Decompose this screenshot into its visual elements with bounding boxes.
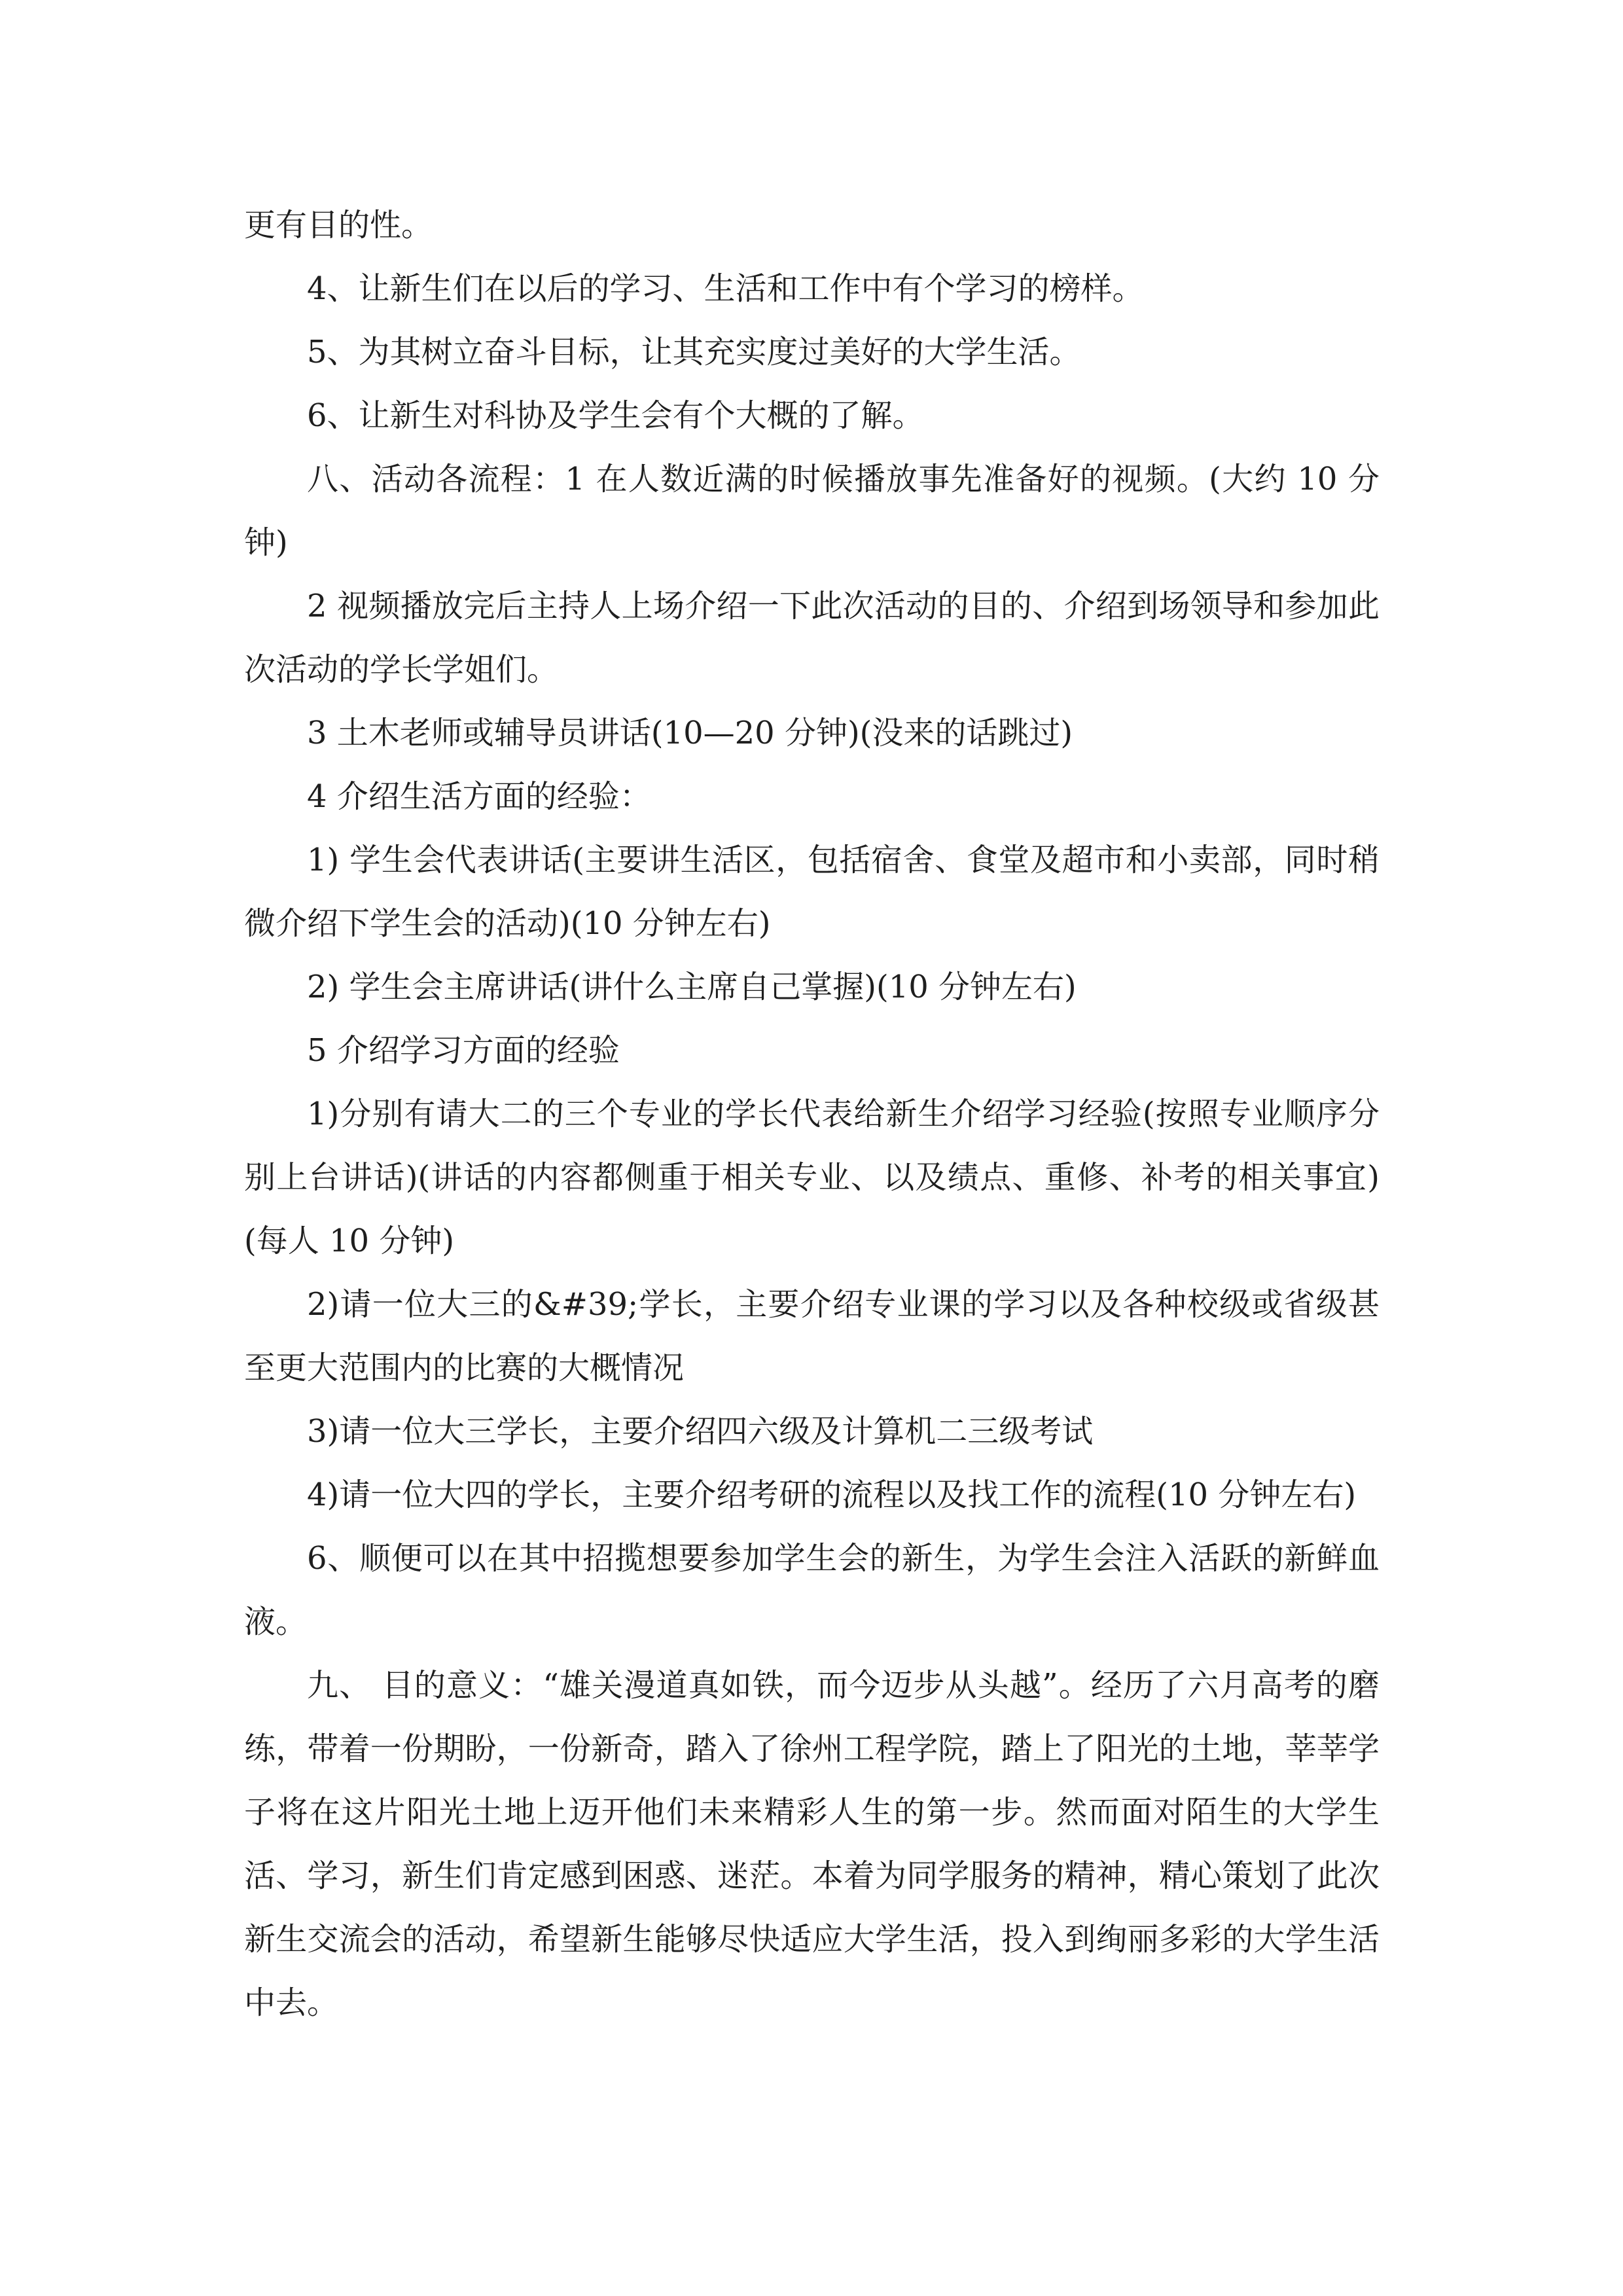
paragraph-7: 3 土木老师或辅导员讲话(10—20 分钟)(没来的话跳过) [307, 715, 1073, 751]
paragraph-13: 2)请一位大三的&#39;学长，主要介绍专业课的学习以及各种校级或省级甚至更大范围内的比赛的大概情况 [244, 1286, 1380, 1386]
paragraph-14: 3)请一位大三学长，主要介绍四六级及计算机二三级考试 [307, 1413, 1094, 1450]
paragraph-4: 6、让新生对科协及学生会有个大概的了解。 [307, 397, 924, 434]
paragraph-15: 4)请一位大四的学长，主要介绍考研的流程以及找工作的流程(10 分钟左右) [307, 1477, 1357, 1513]
paragraph-11: 5 介绍学习方面的经验 [307, 1032, 620, 1069]
paragraph-1: 更有目的性。 [244, 207, 433, 243]
paragraph-3: 5、为其树立奋斗目标，让其充实度过美好的大学生活。 [307, 334, 1081, 370]
paragraph-17: 九、 目的意义：“雄关漫道真如铁，而今迈步从头越”。经历了六月高考的磨练，带着一份期盼，一份新奇，踏入了徐州工程学院，踏上了阳光的土地，莘莘学子将在这片阳光土地上迈开他们未来精彩人生的第一步。然而面对陌生的大学生活、学习，新生们肯定感到困惑、迷茫。本着为同学服务的精神，精心策划了此次新生交流会的活动，希望新生能够尽快适应大学生活，投入到绚丽多彩的大学生活中去。 [244, 1667, 1380, 2021]
document-body [244, 194, 1380, 2035]
paragraph-8: 4 介绍生活方面的经验： [307, 778, 651, 815]
paragraph-5: 八、活动各流程：1 在人数近满的时候播放事先准备好的视频。(大约 10 分钟) [244, 461, 1380, 561]
paragraph-2: 4、让新生们在以后的学习、生活和工作中有个学习的榜样。 [307, 270, 1144, 307]
paragraph-6: 2 视频播放完后主持人上场介绍一下此次活动的目的、介绍到场领导和参加此次活动的学长学姐们。 [244, 588, 1380, 688]
paragraph-12: 1)分别有请大二的三个专业的学长代表给新生介绍学习经验(按照专业顺序分别上台讲话)(讲话的内容都侧重于相关专业、以及绩点、重修、补考的相关事宜)(每人 10 分钟) [244, 1096, 1380, 1259]
paragraph-16: 6、顺便可以在其中招揽想要参加学生会的新生，为学生会注入活跃的新鲜血液。 [244, 1540, 1380, 1640]
paragraph-10: 2) 学生会主席讲话(讲什么主席自己掌握)(10 分钟左右) [307, 969, 1077, 1005]
paragraph-9: 1) 学生会代表讲话(主要讲生活区，包括宿舍、食堂及超市和小卖部，同时稍微介绍下学生会的活动)(10 分钟左右) [244, 842, 1380, 942]
